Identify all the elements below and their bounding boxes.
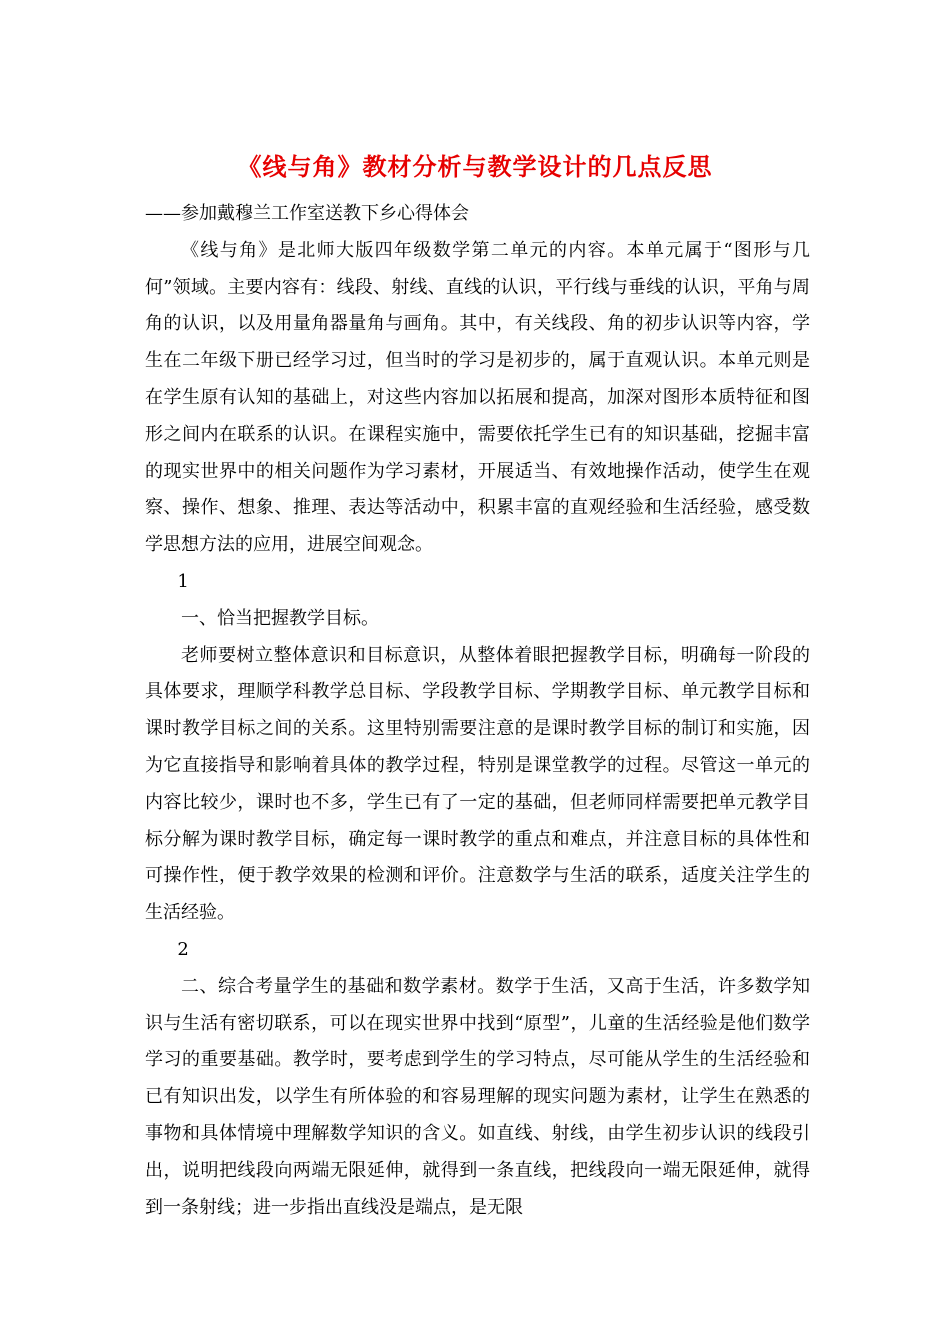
section-heading-1: 一、恰当把握教学目标。 [181,607,379,629]
document-subtitle: ——参加戴穆兰工作室送教下乡心得体会 [145,203,469,224]
paragraph-intro: 《线与角》是北师大版四年级数学第二单元的内容。本单元属于“图形与几何”领域。主要内容有：线段、射线、直线的认识，平行线与垂线的认识，平角与周角的认识，以及用量角器量角与画角。其中，有关线段、角的初步认识等内容，学生在二年级下册已经学习过，但当时的学习是初步的，属于直观认识。本单元则是在学生原有认知的基础上，对这些内容加以拓展和提高，加深对图形本质特征和图形之间内在联系的认识。在课程实施中，需要依托学生已有的知识基础，挖掘丰富的现实世界中的相关问题作为学习素材，开展适当、有效地操作活动，使学生在观察、操作、想象、推理、表达等活动中，积累丰富的直观经验和生活经验，感受数学思想方法的应用，进展空间观念。 [145,239,810,556]
section-number-1: 1 [177,570,189,592]
document-body [145,196,810,1226]
document-title: 《线与角》教材分析与教学设计的几点反思 [237,152,713,181]
paragraph-section-2: 二、综合考量学生的基础和数学素材。数学于生活，又高于生活，许多数学知识与生活有密切联系，可以在现实世界中找到“原型”，儿童的生活经验是他们数学学习的重要基础。教学时，要考虑到学生的学习特点，尽可能从学生的生活经验和已有知识出发，以学生有所体验的和容易理解的现实问题为素材，让学生在熟悉的事物和具体情境中理解数学知识的含义。如直线、射线，由学生初步认识的线段引出，说明把线段向两端无限延伸，就得到一条直线，把线段向一端无限延伸，就得到一条射线；进一步指出直线没是端点，是无限 [145,975,810,1218]
paragraph-section-1: 老师要树立整体意识和目标意识，从整体着眼把握教学目标，明确每一阶段的具体要求，理顺学科教学总目标、学段教学目标、学期教学目标、单元教学目标和课时教学目标之间的关系。这里特别需要注意的是课时教学目标的制订和实施，因为它直接指导和影响着具体的教学过程，特别是课堂教学的过程。尽管这一单元的内容比较少，课时也不多，学生已有了一定的基础，但老师同样需要把单元教学目标分解为课时教学目标，确定每一课时教学的重点和难点，并注意目标的具体性和可操作性，便于教学效果的检测和评价。注意数学与生活的联系，适度关注学生的生活经验。 [145,644,810,924]
section-number-2: 2 [177,938,189,960]
